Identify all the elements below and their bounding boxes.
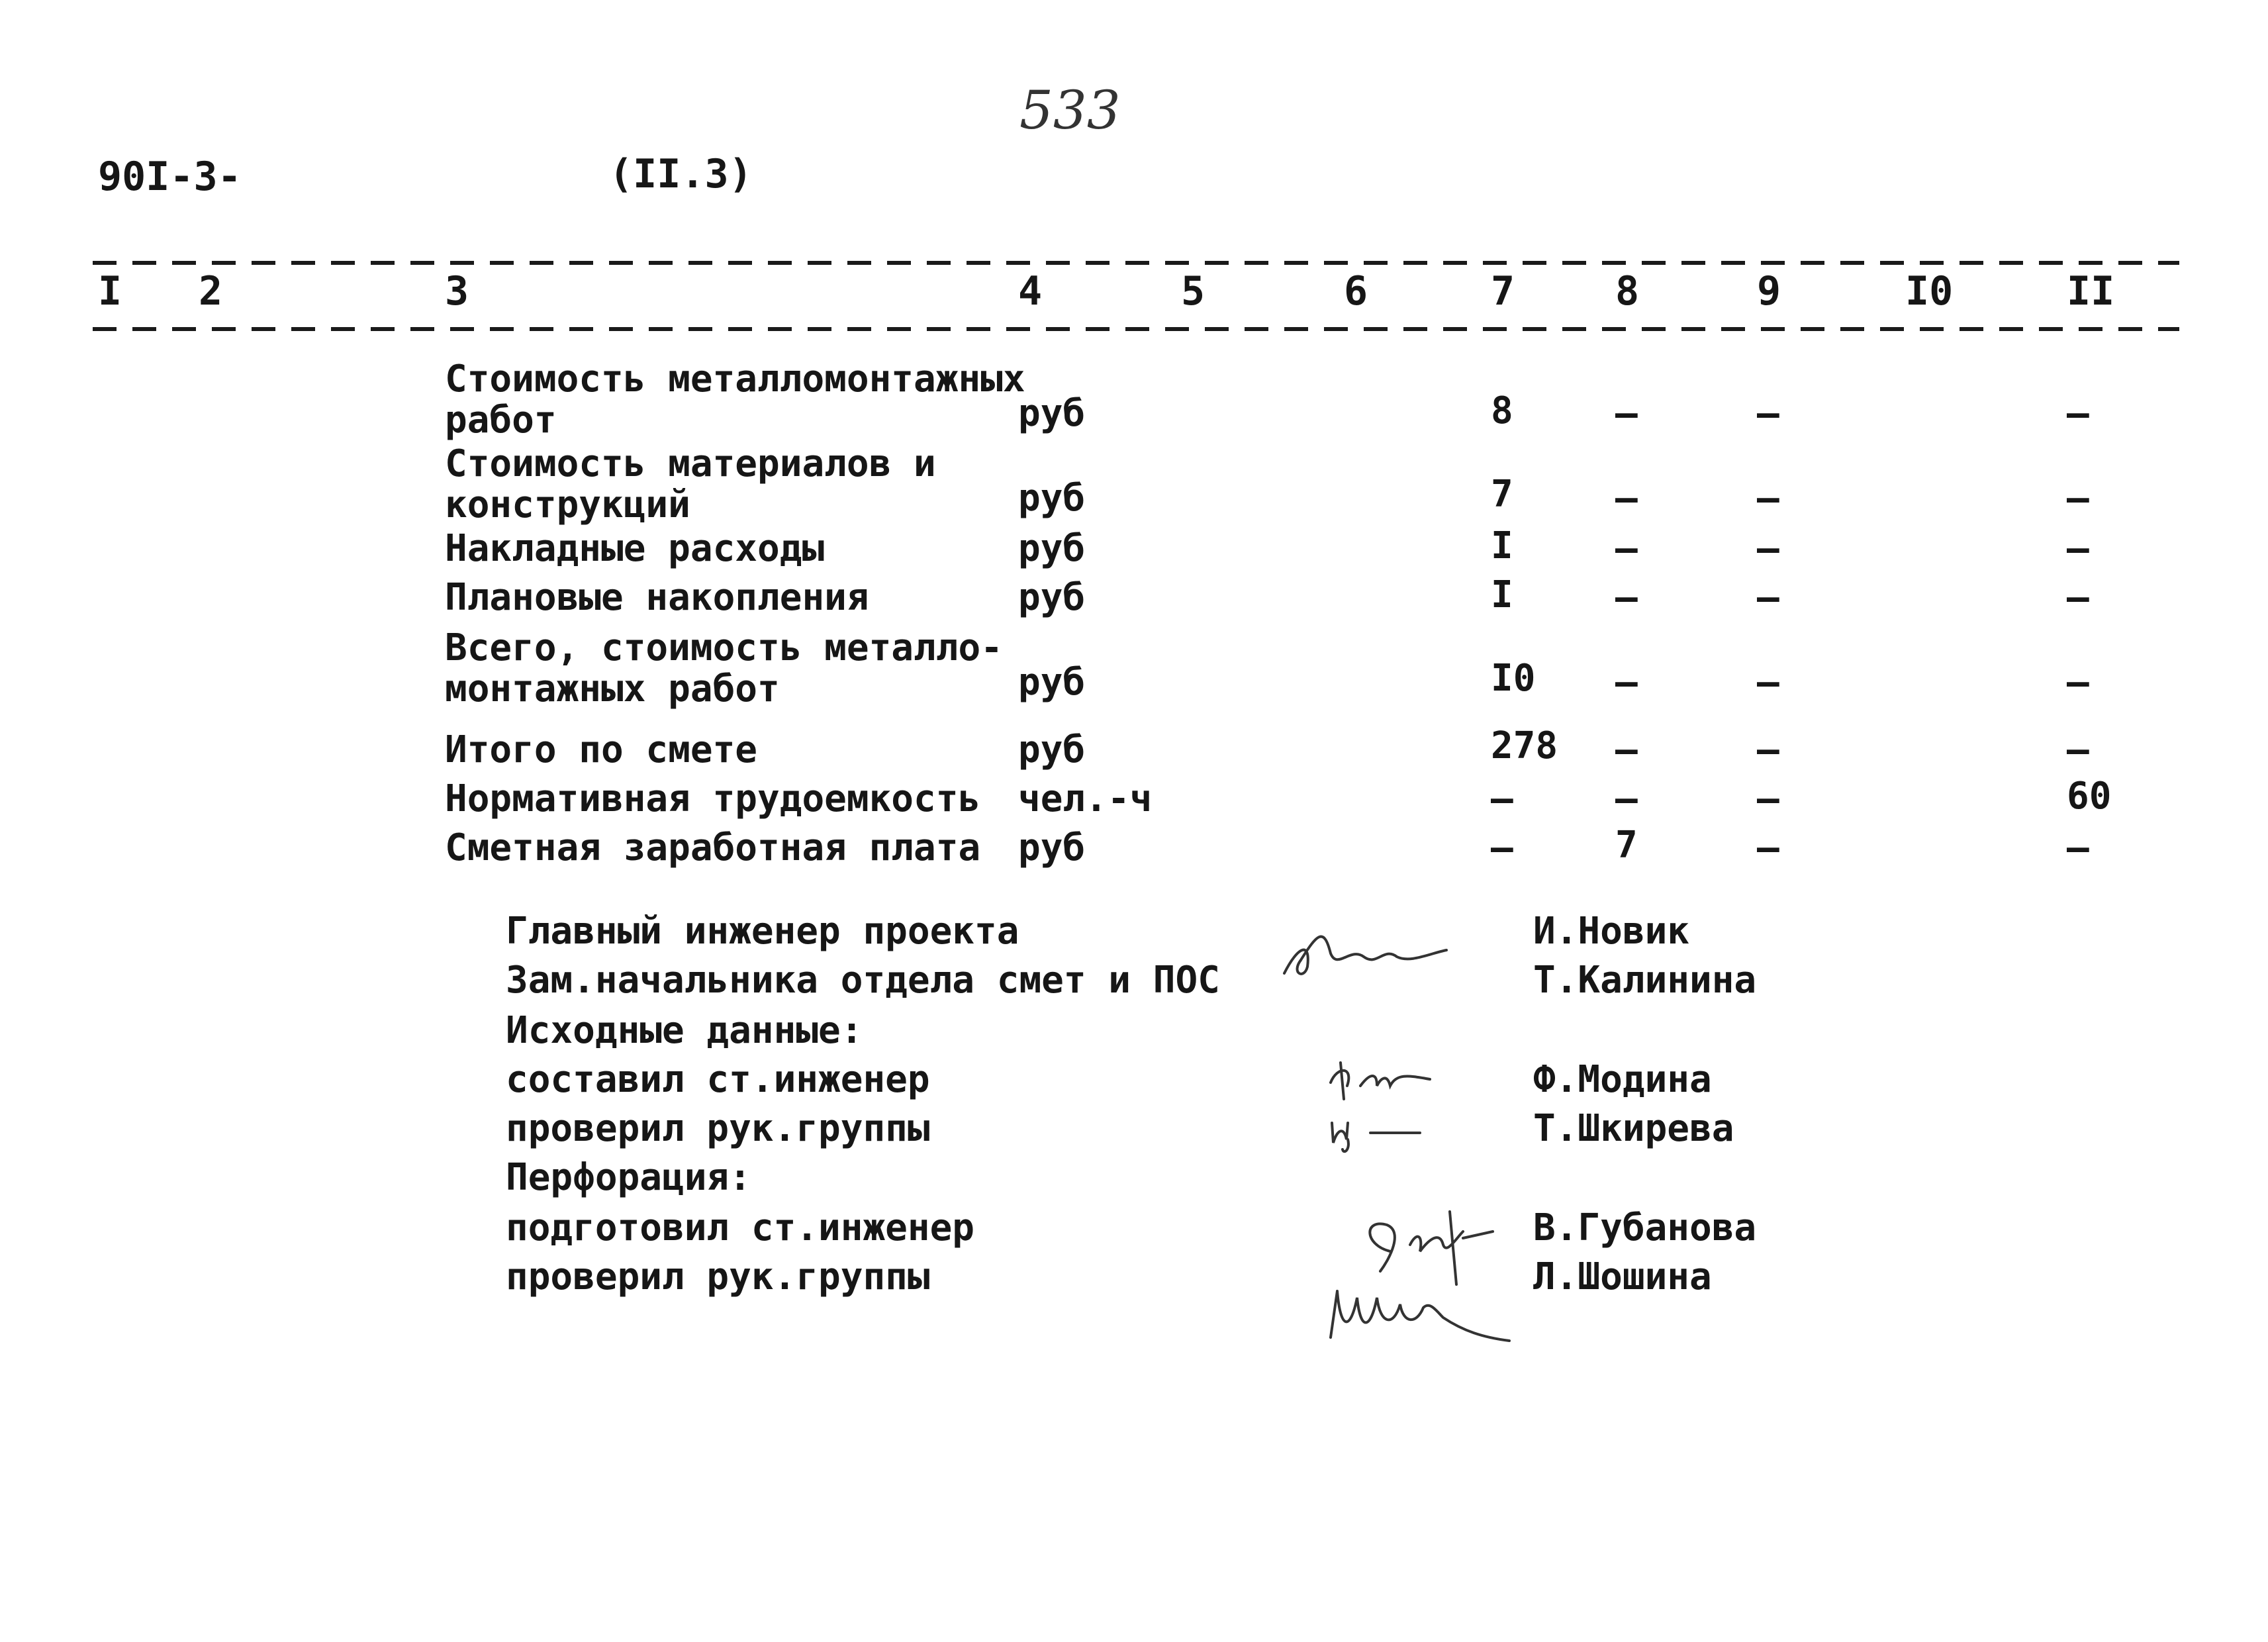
signature-role-3: составил ст.инженер: [506, 1058, 930, 1101]
row-c8: –: [1615, 576, 1638, 619]
row-c11: –: [2067, 392, 2089, 435]
handwritten-signature-modina: [1324, 1053, 1456, 1108]
row-name: Плановые накопления: [445, 576, 869, 619]
row-c8: –: [1615, 477, 1638, 520]
row-name: Итого по смете: [445, 728, 758, 771]
signature-role-1: Зам.начальника отдела смет и ПОС: [506, 959, 1220, 1002]
row-c11: –: [2067, 576, 2089, 619]
row-c8: 7: [1615, 824, 1638, 867]
row-unit: руб: [1018, 661, 1086, 704]
row-c11: –: [2067, 661, 2089, 704]
row-c7: I: [1491, 573, 1513, 616]
row-c7: 278: [1491, 724, 1558, 767]
row-unit: руб: [1018, 477, 1086, 520]
col-header-5: 5: [1181, 268, 1205, 314]
header-bottom-rule: [93, 327, 2179, 331]
row-c9: –: [1757, 661, 1779, 704]
row-unit: руб: [1018, 576, 1086, 619]
row-c9: –: [1757, 728, 1779, 771]
row-unit: чел.-ч: [1018, 777, 1153, 820]
col-header-1: I: [98, 268, 122, 314]
signature-name-7: Л.Шошина: [1533, 1255, 1712, 1298]
col-header-6: 6: [1344, 268, 1368, 314]
col-header-4: 4: [1018, 268, 1043, 314]
signature-name-1: Т.Калинина: [1533, 959, 1757, 1002]
signature-name-4: Т.Шкирева: [1533, 1107, 1734, 1150]
signature-role-4: проверил рук.группы: [506, 1107, 930, 1150]
row-c11: –: [2067, 728, 2089, 771]
row-c8: –: [1615, 392, 1638, 435]
signature-role-0: Главный инженер проекта: [506, 910, 1019, 953]
signature-name-0: И.Новик: [1533, 910, 1690, 953]
header-top-rule: [93, 261, 2179, 265]
row-c11: –: [2067, 826, 2089, 869]
signature-name-3: Ф.Модина: [1533, 1058, 1712, 1101]
row-name: Накладные расходы: [445, 527, 825, 570]
row-name: Стоимость металломонтажных работ: [445, 358, 1025, 442]
row-c11: –: [2067, 477, 2089, 520]
row-unit: руб: [1018, 527, 1086, 570]
signature-role-7: проверил рук.группы: [506, 1255, 930, 1298]
row-c8: –: [1615, 527, 1638, 570]
row-c9: –: [1757, 826, 1779, 869]
row-name: Сметная заработная плата: [445, 826, 981, 869]
row-c7: 8: [1491, 389, 1513, 432]
row-c7: I0: [1491, 657, 1536, 700]
section-number: (II.3): [609, 151, 753, 197]
row-unit: руб: [1018, 728, 1086, 771]
col-header-2: 2: [199, 268, 223, 314]
col-header-8: 8: [1615, 268, 1640, 314]
row-name: Нормативная трудоемкость: [445, 777, 981, 820]
handwritten-signature-shkireva: [1324, 1103, 1443, 1159]
row-c8: –: [1615, 777, 1638, 820]
row-unit: руб: [1018, 826, 1086, 869]
row-c9: –: [1757, 527, 1779, 570]
row-c9: –: [1757, 392, 1779, 435]
signature-role-2: Исходные данные:: [506, 1009, 863, 1052]
col-header-7: 7: [1491, 268, 1515, 314]
row-c7: –: [1491, 777, 1513, 820]
row-c9: –: [1757, 777, 1779, 820]
signature-name-6: В.Губанова: [1533, 1206, 1757, 1249]
row-c8: –: [1615, 728, 1638, 771]
row-name: Стоимость материалов и конструкций: [445, 442, 936, 526]
col-header-3: 3: [445, 268, 469, 314]
row-c9: –: [1757, 576, 1779, 619]
row-c7: –: [1491, 826, 1513, 869]
col-header-9: 9: [1757, 268, 1781, 314]
row-unit: руб: [1018, 392, 1086, 435]
handwritten-signature-novik: [1278, 907, 1456, 996]
document-code: 90I-3-: [98, 154, 242, 200]
row-c7: 7: [1491, 473, 1513, 516]
signature-role-6: подготовил ст.инженер: [506, 1206, 975, 1249]
row-c11: 60: [2067, 775, 2112, 818]
row-c7: I: [1491, 524, 1513, 567]
col-header-11: II: [2067, 268, 2115, 314]
row-c8: –: [1615, 661, 1638, 704]
handwritten-signature-shoshina: [1311, 1271, 1516, 1353]
page-number: 533: [1019, 79, 1121, 141]
row-name: Всего, стоимость металло- монтажных работ: [445, 626, 1003, 710]
signature-role-5: Перфорация:: [506, 1156, 751, 1199]
row-c11: –: [2067, 527, 2089, 570]
row-c9: –: [1757, 477, 1779, 520]
col-header-10: I0: [1905, 268, 1954, 314]
